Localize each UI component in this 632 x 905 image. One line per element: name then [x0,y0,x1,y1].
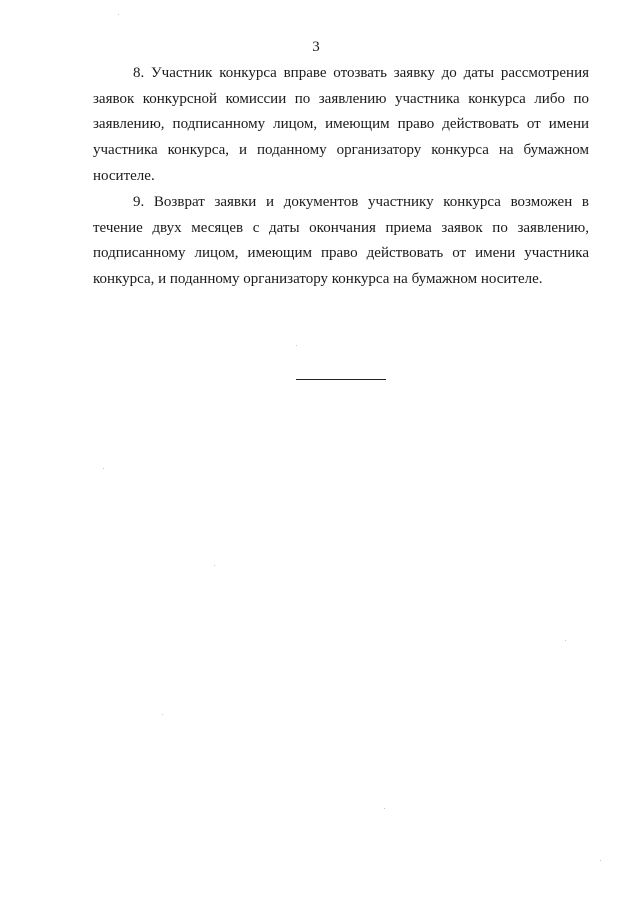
end-of-document-rule [296,379,386,380]
scan-speck [384,808,385,809]
scan-speck [118,14,119,15]
scan-speck [565,640,566,641]
paragraph-9: 9. Возврат заявки и документов участнику конкурса возможен в течение двух месяцев с даты окончания приема заявок по заявлению, подписанному лицом, имеющим право действовать от имени участника конкурса, и поданному организатору конкурса на бумажном носителе. [93,194,589,288]
scan-speck [162,714,163,715]
paragraph-8: 8. Участник конкурса вправе отозвать заявку до даты рассмотрения заявок конкурсной комиссии по заявлению участника конкурса либо по заявлению, подписанному лицом, имеющим право действовать от имени участника конкурса, и поданному организатору конкурса на бумажном носителе. [93,65,589,184]
page-number: 3 [312,39,320,55]
document-body [93,61,589,293]
scan-speck [296,345,297,346]
scan-speck [600,860,601,861]
scan-speck [214,565,215,566]
scan-speck [103,468,104,469]
